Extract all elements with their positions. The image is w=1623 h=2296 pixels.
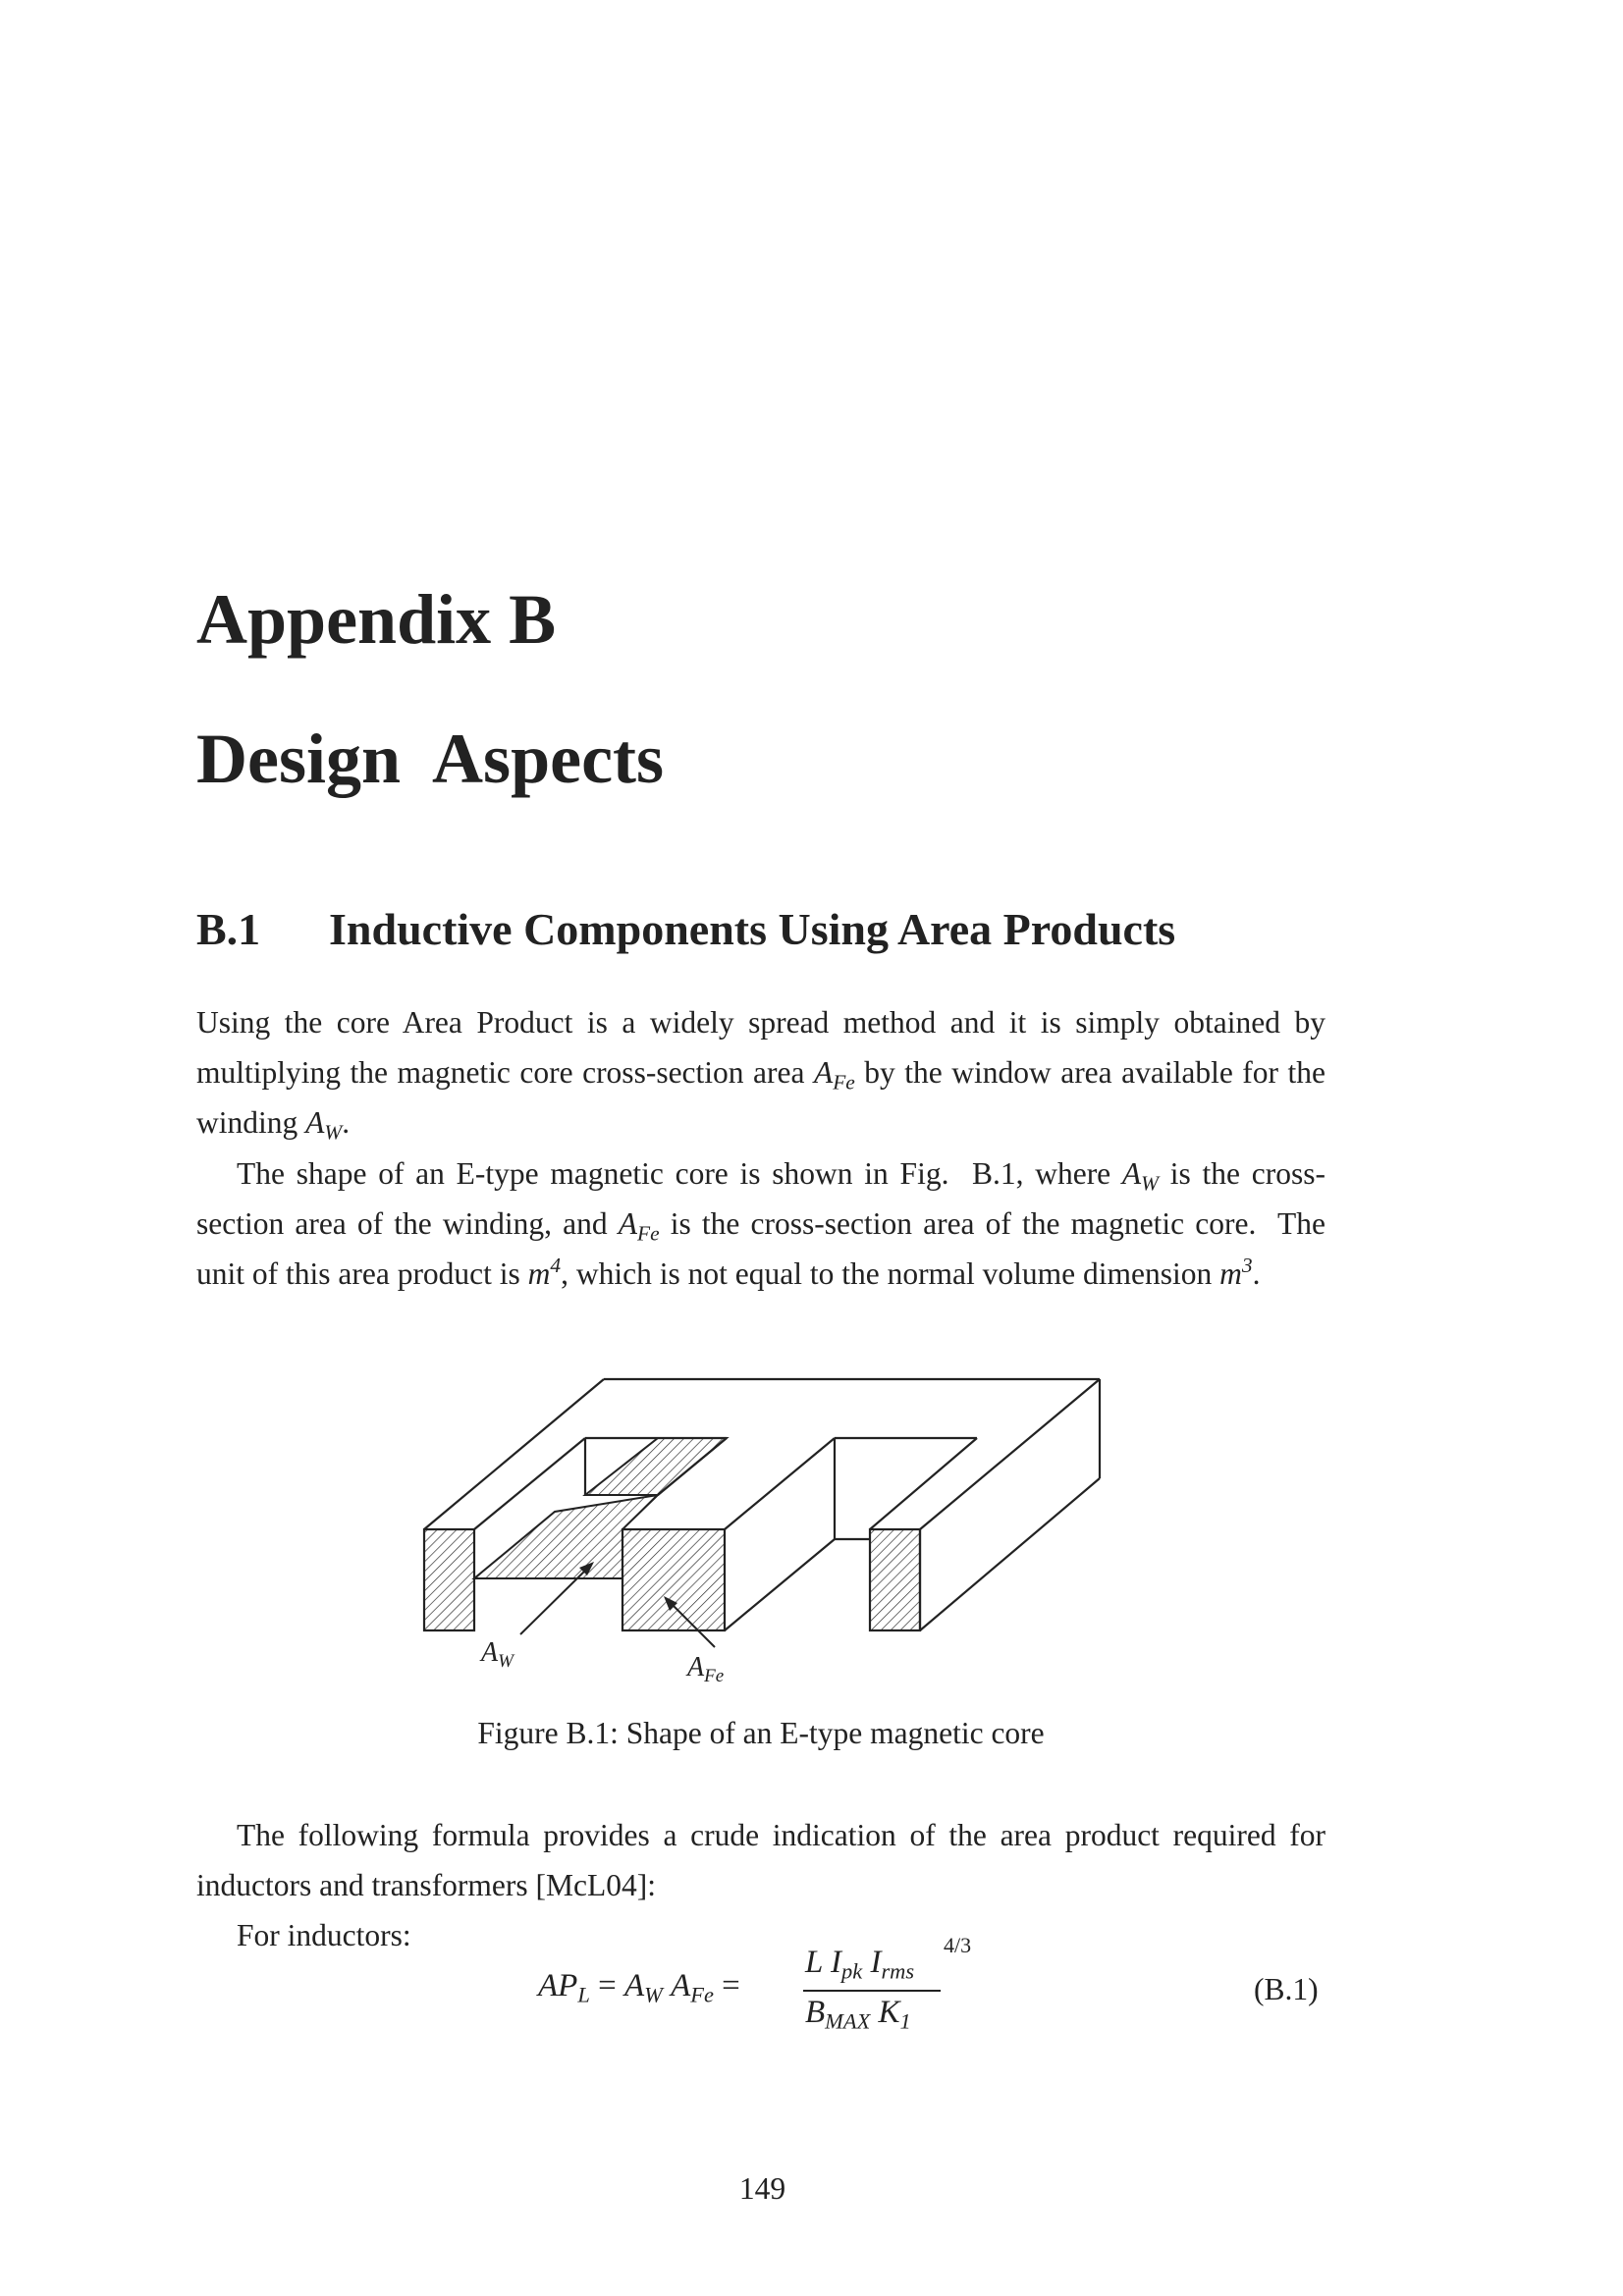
page-number: 149 xyxy=(738,2171,786,2206)
text-run: , which is not equal to the normal volume dimension xyxy=(561,1256,1220,1291)
text-run: by the window area available for the winding xyxy=(196,1055,1325,1140)
equation-denominator: $B_{MAX}$ $K_1$ xyxy=(805,1995,911,2034)
core-edge xyxy=(424,1379,604,1529)
text-run: . xyxy=(342,1105,351,1140)
section-number: B.1 xyxy=(196,904,261,954)
equation-exponent: 4/3 xyxy=(944,1933,972,1957)
core-edge xyxy=(725,1438,835,1529)
center-leg-section xyxy=(622,1529,725,1630)
text-run: is the cross-section area of the winding, and xyxy=(196,1156,1325,1241)
math-m3: $m^3$ xyxy=(1219,1254,1253,1291)
text-run: Using the core Area Product is a widely spread method and it is simply obtained by multiplying the magnetic core cross-section area xyxy=(196,1005,1325,1090)
label-aw: $A_W$ xyxy=(481,1637,514,1672)
chapter-title: Design Aspects xyxy=(196,720,665,798)
math-afe: $A_{Fe}$ xyxy=(813,1055,855,1095)
fraction-bar xyxy=(803,1990,941,1992)
section-heading xyxy=(196,904,1176,954)
equation-numerator: L $I_{pk}$ $I_{rms}$ xyxy=(805,1945,915,1984)
math-aw: $A_W$ xyxy=(1121,1156,1160,1196)
paragraph-e-core-shape xyxy=(196,1148,1333,1299)
e-core-figure xyxy=(412,1369,1119,1703)
core-edge xyxy=(870,1438,977,1529)
paragraph-formula-intro: The following formula provides a crude indication of the area product required for inductors and transformers [McL04]: xyxy=(196,1818,1325,1902)
equation-lhs: $AP_L = A_W$ $A_{Fe}$ = xyxy=(538,1968,740,2007)
paragraph-area-product-intro xyxy=(196,997,1325,1148)
equation-number: (B.1) xyxy=(1254,1972,1319,2006)
text-run: The shape of an E-type magnetic core is shown in Fig. B.1, where xyxy=(237,1156,1122,1191)
core-edge xyxy=(920,1478,1100,1630)
math-aw: $A_W$ xyxy=(305,1105,343,1145)
e-core-drawing xyxy=(412,1369,1119,1703)
paragraph-for-inductors: For inductors: xyxy=(237,1918,411,1952)
text-run: . xyxy=(1252,1256,1261,1291)
right-leg-section xyxy=(870,1529,920,1630)
label-afe: $A_{Fe}$ xyxy=(687,1652,725,1686)
figure-caption: Figure B.1: Shape of an E-type magnetic core xyxy=(477,1716,1045,1750)
appendix-label: Appendix B xyxy=(196,580,557,659)
left-leg-section xyxy=(424,1529,474,1630)
core-edge xyxy=(725,1539,835,1630)
winding-area-top xyxy=(585,1438,727,1495)
core-edge xyxy=(920,1379,1100,1529)
section-title: Inductive Components Using Area Products xyxy=(329,904,1176,954)
math-afe: $A_{Fe}$ xyxy=(618,1206,660,1246)
math-m4: $m^4$ xyxy=(527,1254,562,1291)
text-run: is the cross-section area of the magnetic core. The unit of this area product is xyxy=(196,1206,1333,1291)
equation-b1 xyxy=(538,1933,1029,2037)
